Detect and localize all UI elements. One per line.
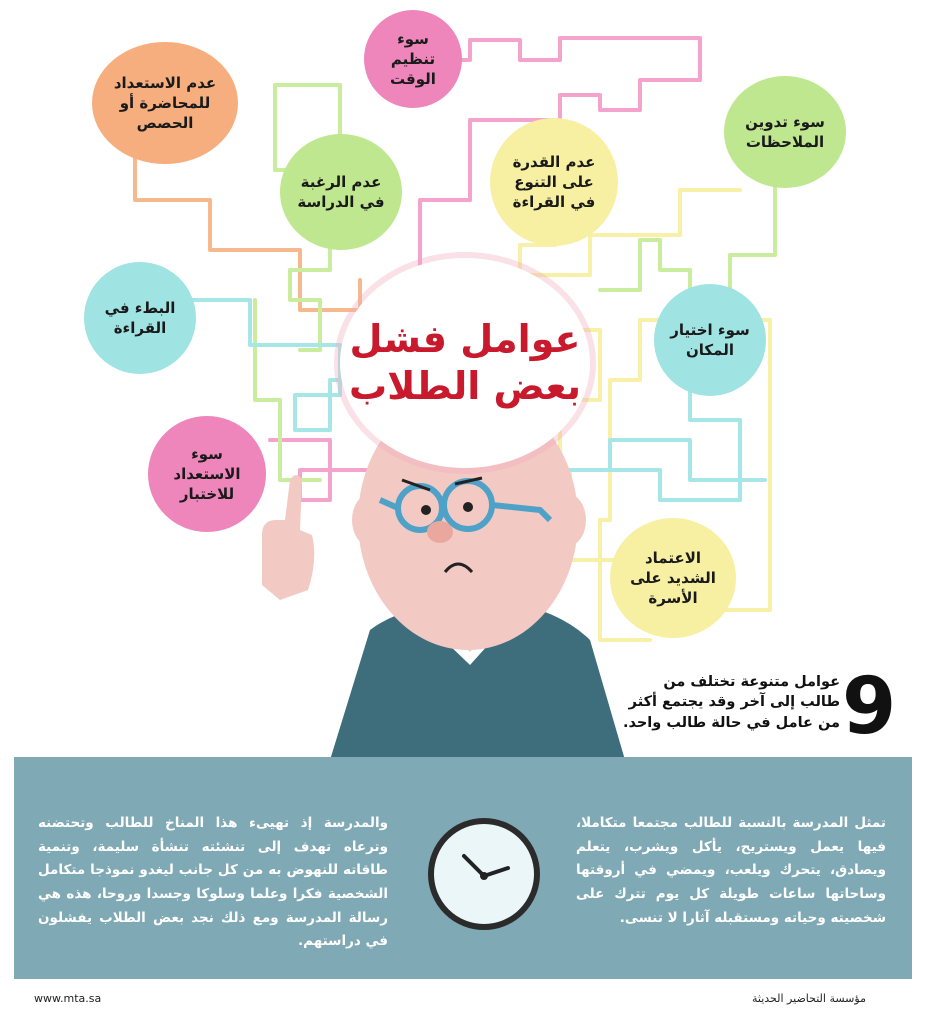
bubble-slow-reading-label: البطء في القراءة (104, 298, 176, 337)
bubble-place (654, 284, 766, 396)
main-title (340, 258, 590, 468)
bubble-time (364, 10, 462, 108)
bubble-prep-lecture (92, 42, 238, 164)
bubble-reading-variety (490, 118, 618, 246)
panel-right-text: تمثل المدرسة بالنسبة للطالب مجتمعا متكاملا، فيها يعمل ويستريح، يأكل ويشرب، يتعلم ويصادق، يتحرك ويلعب، ويمضي في أروقتها وساحاتها ساعات طويلة كل يوم تترك على شخصيته وحياته ومستقبله آثارا لا تنسى. (576, 815, 886, 926)
clock-icon (428, 818, 540, 930)
pointing-hand (262, 475, 314, 600)
panel-left-text: والمدرسة إذ تهيىء هذا المناخ للطالب وتحتضنه وترعاه تهدف إلى تنشئته تنشأة سليمة، وتنمية طاقاته للنهوض به من كل جانب ليغدو نموذجا متكامل الشخصية فكرا وعلما وسلوكا وجسدا وروحا، هذه هي رسالة المدرسة ومع ذلك نجد بعض الطلاب يفشلون في دراستهم. (38, 815, 388, 950)
bubble-family-label: الاعتماد الشديد على الأسرة (630, 548, 716, 608)
title-line-2: بعض الطلاب (348, 364, 582, 408)
footer-website[interactable]: www.mta.sa (34, 992, 102, 1005)
bubble-notes-label: سوء تدوين الملاحظات (745, 112, 825, 151)
bubble-exam-prep-label: سوء الاستعداد للاختبار (173, 444, 241, 504)
title-line-1: عوامل فشل (349, 316, 581, 361)
bubble-reading-variety-label: عدم القدرة على التنوع في القراءة (512, 152, 596, 212)
bubble-desire-label: عدم الرغبة في الدراسة (297, 172, 385, 211)
bubble-notes (724, 76, 846, 188)
bubble-desire (280, 134, 402, 250)
footer-org: مؤسسة التحاضير الحديثة (752, 992, 866, 1005)
bubble-place-label: سوء اختيار المكان (670, 320, 750, 359)
bubble-family (610, 518, 736, 638)
bubble-slow-reading (84, 262, 196, 374)
factor-count: 9 (842, 662, 897, 752)
bubble-prep-lecture-label: عدم الاستعداد للمحاضرة أو الحصص (113, 73, 217, 133)
bubble-exam-prep (148, 416, 266, 532)
bubble-time-label: سوء تنظيم الوقت (390, 29, 436, 89)
factor-summary: عوامل متنوعة تختلف من طالب إلى آخر وقد يجتمع أكثر من عامل في حالة طالب واحد. (622, 674, 840, 731)
